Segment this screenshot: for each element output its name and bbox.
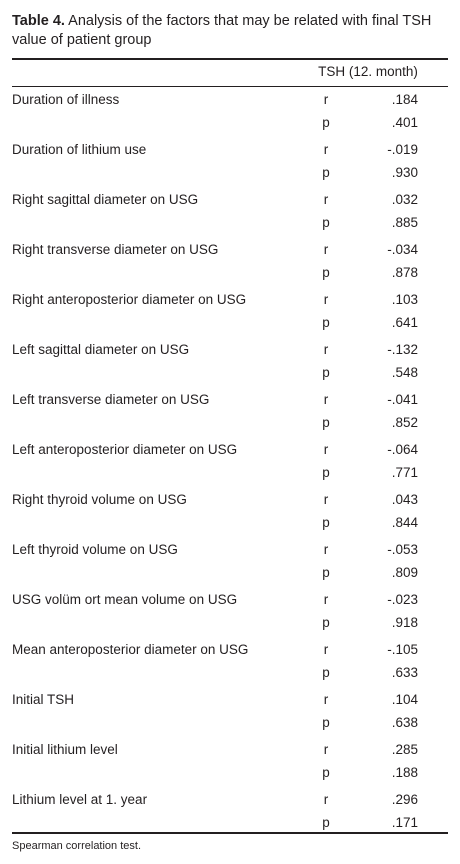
r-value: -.041	[387, 392, 418, 407]
stat-p-label: p	[322, 765, 330, 780]
p-value: .641	[391, 315, 418, 330]
top-rule	[12, 58, 448, 60]
stat-p-label: p	[322, 365, 330, 380]
table-row	[0, 386, 460, 436]
stat-p-label: p	[322, 715, 330, 730]
stat-r-label: r	[323, 392, 329, 407]
caption-text: Analysis of the factors that may be related with final TSH value of patient group	[12, 13, 432, 48]
stat-p-label: p	[322, 215, 330, 230]
table-body	[0, 86, 460, 836]
p-value: .885	[391, 215, 418, 230]
table-row	[0, 686, 460, 736]
stat-r-label: r	[323, 492, 329, 507]
r-value: -.023	[387, 592, 418, 607]
stat-r-label: r	[323, 442, 329, 457]
r-value: -.019	[387, 142, 418, 157]
stat-p-label: p	[322, 515, 330, 530]
stat-p-label: p	[322, 615, 330, 630]
bottom-rule	[12, 832, 448, 834]
row-label: Initial TSH	[12, 692, 75, 707]
r-value: -.053	[387, 542, 418, 557]
stat-p-label: p	[322, 665, 330, 680]
table-row	[0, 636, 460, 686]
r-value: .184	[391, 92, 418, 107]
stat-r-label: r	[323, 792, 329, 807]
table-row	[0, 436, 460, 486]
stat-r-label: r	[323, 542, 329, 557]
caption-label: Table 4.	[12, 13, 65, 29]
r-value: .296	[391, 792, 418, 807]
table-row	[0, 336, 460, 386]
column-header: TSH (12. month)	[318, 64, 418, 79]
stat-r-label: r	[323, 742, 329, 757]
stat-p-label: p	[322, 815, 330, 830]
table-row	[0, 286, 460, 336]
r-value: -.034	[387, 242, 418, 257]
p-value: .878	[391, 265, 418, 280]
table-row	[0, 186, 460, 236]
row-label: Mean anteroposterior diameter on USG	[12, 642, 249, 657]
stat-p-label: p	[322, 115, 330, 130]
p-value: .188	[391, 765, 418, 780]
r-value: -.064	[387, 442, 418, 457]
row-label: Duration of illness	[12, 92, 120, 107]
r-value: .103	[391, 292, 418, 307]
row-label: Right thyroid volume on USG	[12, 492, 187, 507]
stat-r-label: r	[323, 642, 329, 657]
r-value: .043	[391, 492, 418, 507]
stat-r-label: r	[323, 242, 329, 257]
table-row	[0, 136, 460, 186]
row-label: USG volüm ort mean volume on USG	[12, 592, 238, 607]
table-row	[0, 586, 460, 636]
table-row	[0, 536, 460, 586]
stat-p-label: p	[322, 465, 330, 480]
table-row	[0, 486, 460, 536]
stat-r-label: r	[323, 592, 329, 607]
stat-p-label: p	[322, 165, 330, 180]
r-value: .032	[391, 192, 418, 207]
row-label: Left anteroposterior diameter on USG	[12, 442, 238, 457]
p-value: .548	[391, 365, 418, 380]
stat-r-label: r	[323, 142, 329, 157]
row-label: Left thyroid volume on USG	[12, 542, 178, 557]
row-label: Left sagittal diameter on USG	[12, 342, 190, 357]
stat-r-label: r	[323, 92, 329, 107]
row-label: Left transverse diameter on USG	[12, 392, 210, 407]
p-value: .930	[391, 165, 418, 180]
stat-r-label: r	[323, 292, 329, 307]
p-value: .638	[391, 715, 418, 730]
stat-p-label: p	[322, 315, 330, 330]
p-value: .171	[391, 815, 418, 830]
row-label: Duration of lithium use	[12, 142, 147, 157]
stat-r-label: r	[323, 192, 329, 207]
table-row	[0, 86, 460, 136]
r-value: .104	[391, 692, 418, 707]
table-row	[0, 736, 460, 786]
stat-r-label: r	[323, 342, 329, 357]
r-value: -.105	[387, 642, 418, 657]
p-value: .809	[391, 565, 418, 580]
table-row	[0, 786, 460, 836]
p-value: .401	[391, 115, 418, 130]
p-value: .633	[391, 665, 418, 680]
table-caption	[12, 12, 448, 50]
row-label: Right sagittal diameter on USG	[12, 192, 199, 207]
p-value: .852	[391, 415, 418, 430]
p-value: .844	[391, 515, 418, 530]
r-value: -.132	[387, 342, 418, 357]
stat-p-label: p	[322, 565, 330, 580]
stat-p-label: p	[322, 415, 330, 430]
stat-r-label: r	[323, 692, 329, 707]
p-value: .771	[391, 465, 418, 480]
r-value: .285	[391, 742, 418, 757]
row-label: Lithium level at 1. year	[12, 792, 148, 807]
footnote: Spearman correlation test.	[12, 840, 142, 852]
row-label: Right transverse diameter on USG	[12, 242, 219, 257]
p-value: .918	[391, 615, 418, 630]
stat-p-label: p	[322, 265, 330, 280]
row-label: Right anteroposterior diameter on USG	[12, 292, 247, 307]
table-row	[0, 236, 460, 286]
row-label: Initial lithium level	[12, 742, 118, 757]
